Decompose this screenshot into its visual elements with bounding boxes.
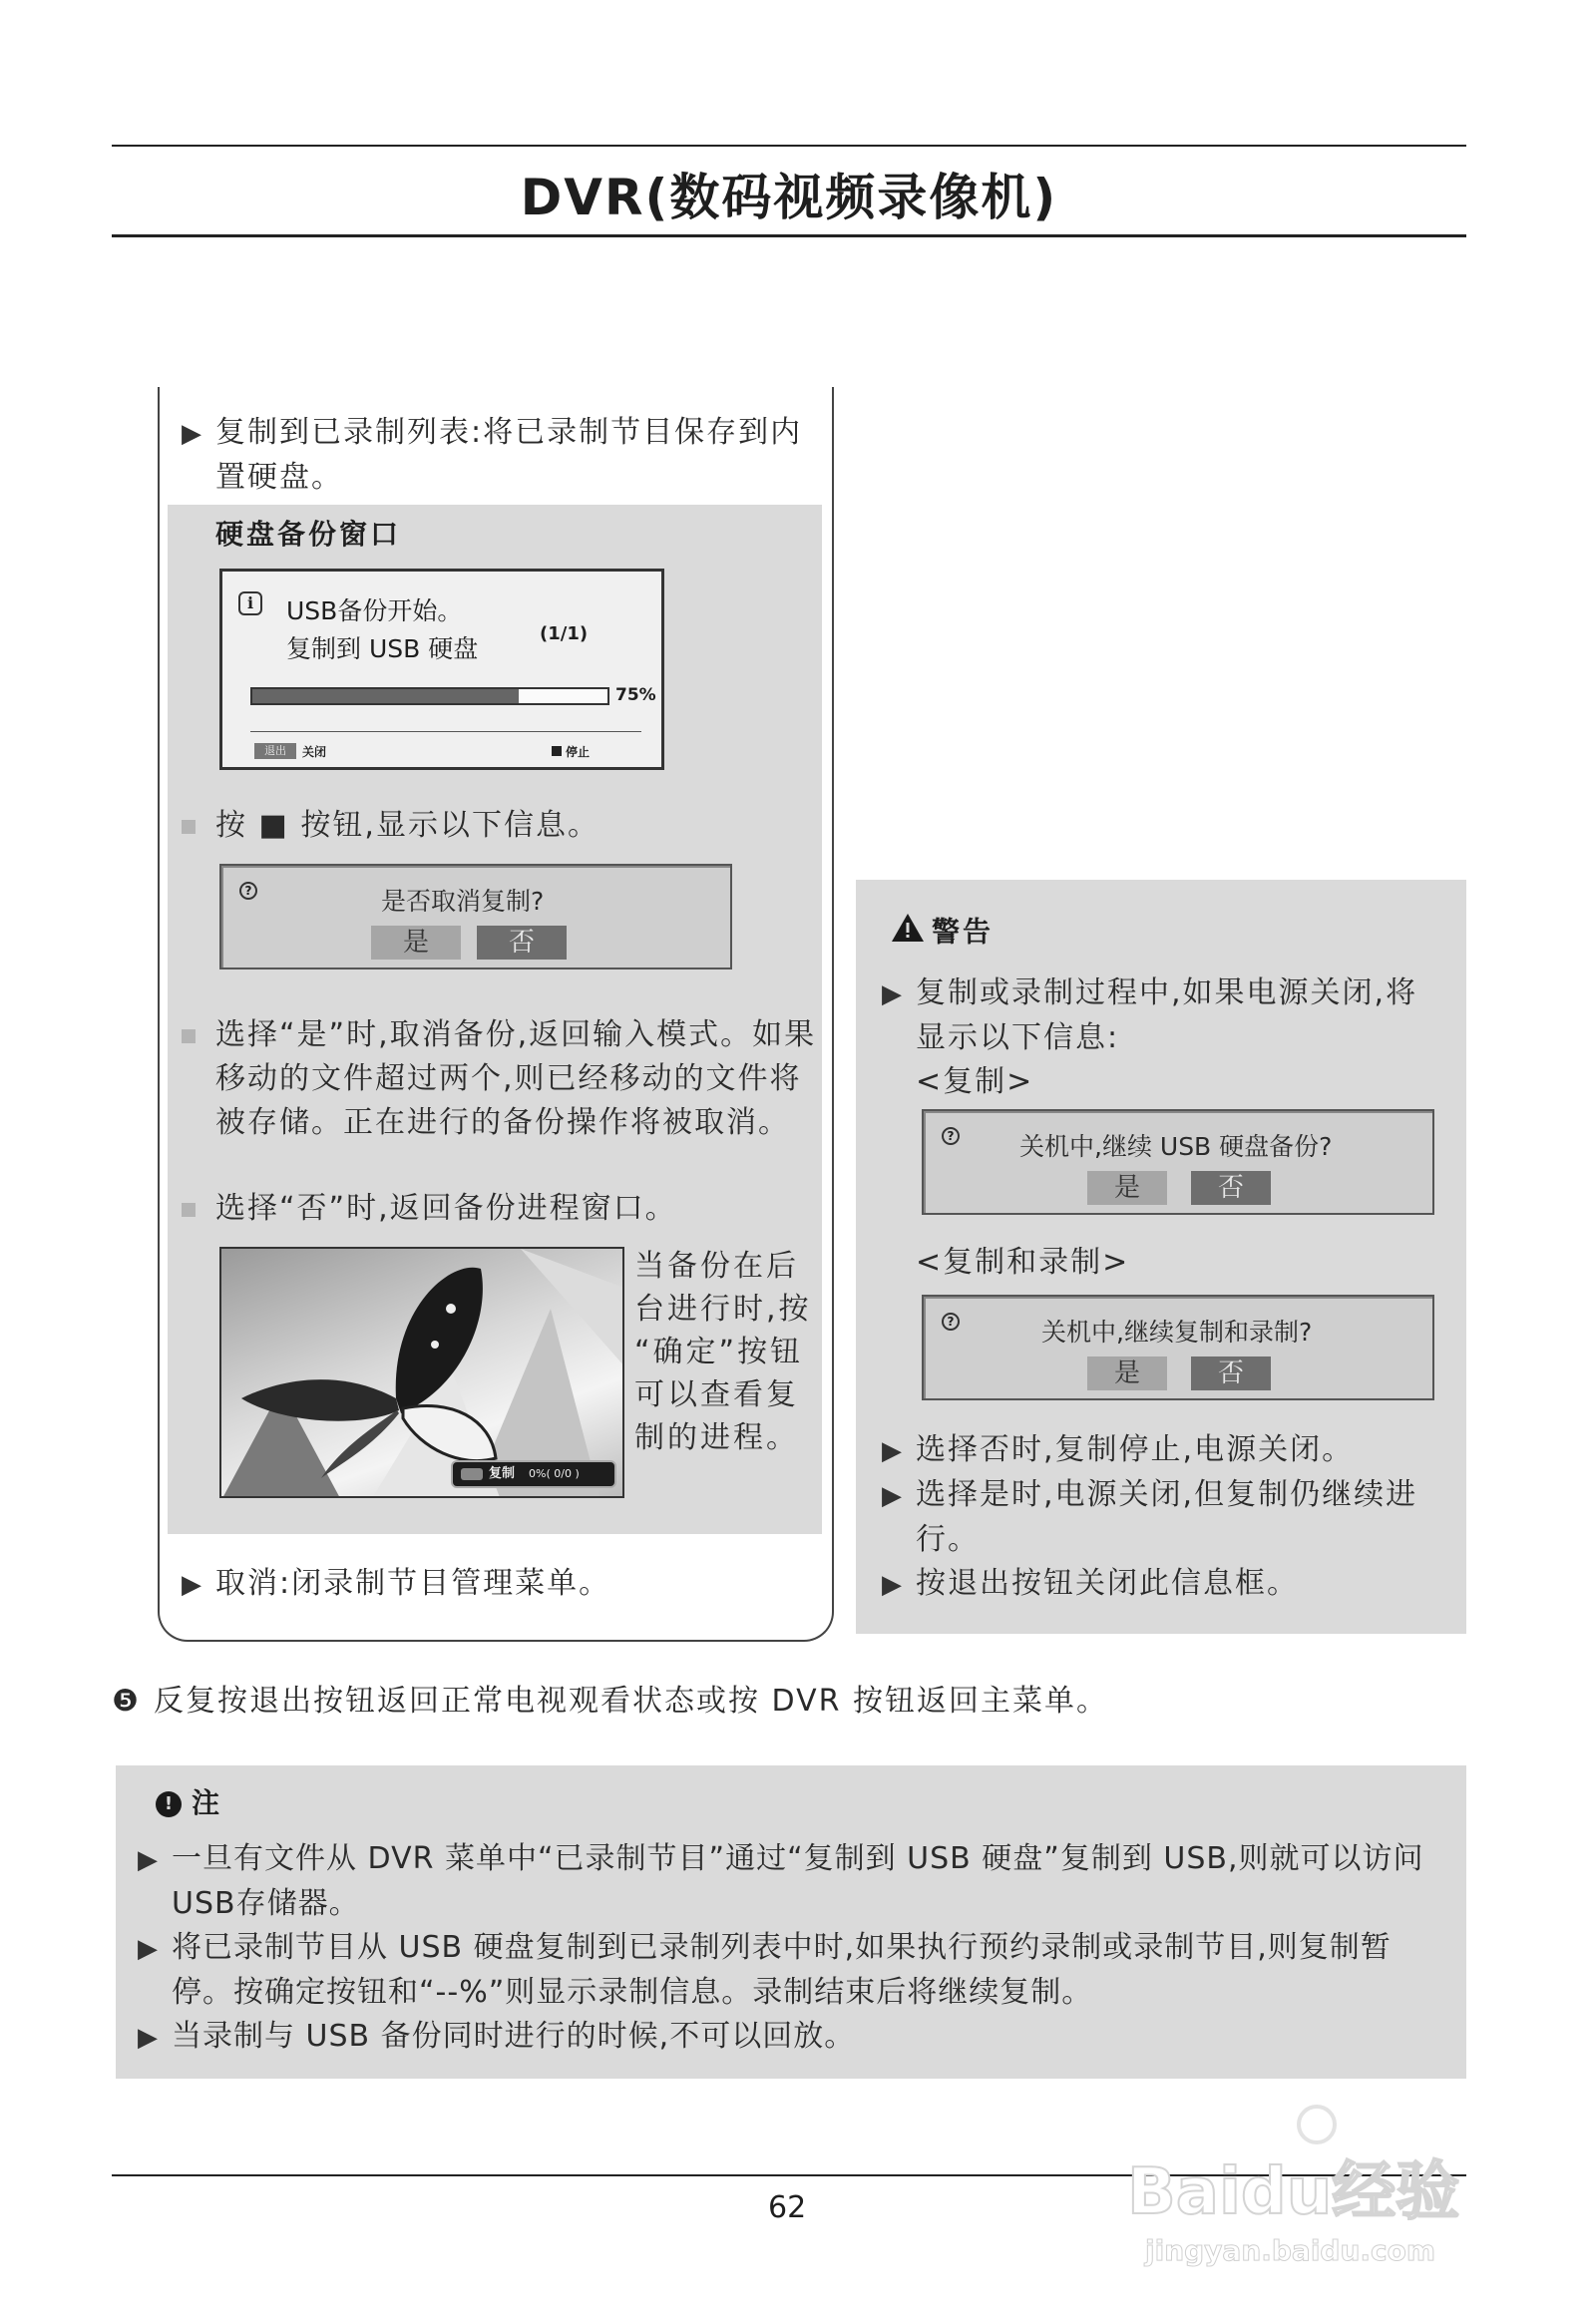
stop-label: 停止 bbox=[566, 745, 591, 759]
select-yes-item: 选择“是”时,取消备份,返回输入模式。如果 移动的文件超过两个,则已经移动的文件将 被存储。正在进行的备份操作将被取消。 bbox=[182, 1013, 820, 1145]
arrow-icon: ▶ bbox=[882, 1436, 904, 1466]
backup-progress-percent: 75% bbox=[615, 685, 656, 705]
press-stop-item: 按 ■ 按钮,显示以下信息。 bbox=[182, 804, 599, 848]
select-no-item: 选择“否”时,返回备份进程窗口。 bbox=[182, 1187, 677, 1231]
backup-progress-fill bbox=[252, 689, 519, 703]
warning-triangle-icon bbox=[890, 912, 926, 955]
shutdown-backup-dialog bbox=[922, 1109, 1434, 1215]
copy-to-list-item: ▶ 复制到已录制列表:将已录制节目保存到内 置硬盘。 bbox=[182, 411, 820, 500]
warning-header: 警告 bbox=[890, 912, 994, 955]
no-button[interactable]: 否 bbox=[1191, 1356, 1271, 1390]
backup-start-text: USB备份开始。 bbox=[286, 596, 463, 625]
header-top-rule bbox=[112, 145, 1466, 147]
copy-status-osd: 复制 0%( 0/0 ) bbox=[451, 1460, 616, 1488]
arrow-icon: ▶ bbox=[138, 1934, 159, 1964]
arrow-icon: ▶ bbox=[882, 1481, 904, 1511]
copy-to-usb-text: 复制到 USB 硬盘 bbox=[286, 634, 479, 663]
arrow-icon: ▶ bbox=[138, 2023, 159, 2053]
note-header: ! 注 bbox=[156, 1783, 219, 1823]
warning-bullets: ▶ 选择否时,复制停止,电源关闭。 ▶ 选择是时,电源关闭,但复制仍继续进 行。 ▶ 按退出按钮关闭此信息框。 bbox=[882, 1428, 1450, 1607]
paw-icon bbox=[1297, 2105, 1337, 2144]
square-bullet-icon bbox=[182, 1029, 196, 1043]
backup-counter: (1/1) bbox=[540, 623, 589, 644]
backup-progress-bar bbox=[250, 687, 609, 705]
exclamation-icon: ! bbox=[156, 1791, 182, 1817]
watermark-url: jingyan.baidu.com bbox=[1145, 2234, 1436, 2267]
close-label: 关闭 bbox=[302, 745, 327, 759]
exit-key-badge[interactable]: 退出 bbox=[254, 743, 296, 759]
arrow-icon: ▶ bbox=[182, 1570, 203, 1600]
arrow-icon: ▶ bbox=[882, 979, 904, 1009]
warning-intro: ▶ 复制或录制过程中,如果电源关闭,将 显示以下信息: <复制> bbox=[882, 971, 1450, 1104]
watermark-logo bbox=[1127, 2105, 1506, 2254]
cancel-item: ▶ 取消:闭录制节目管理菜单。 bbox=[182, 1562, 610, 1607]
background-progress-note: 当备份在后 台进行时,按 “确定”按钮 可以查看复 制的进程。 bbox=[634, 1249, 812, 1455]
shutdown-copy-record-dialog bbox=[922, 1295, 1434, 1400]
copy-record-heading: <复制和录制> bbox=[916, 1245, 1130, 1280]
square-bullet-icon bbox=[182, 1203, 196, 1217]
arrow-icon: ▶ bbox=[138, 1845, 159, 1875]
dialog-divider bbox=[250, 731, 641, 732]
info-icon: i bbox=[238, 591, 262, 615]
backup-dialog bbox=[219, 569, 664, 770]
square-bullet-icon bbox=[182, 820, 196, 834]
question-icon: ? bbox=[942, 1313, 960, 1331]
step-number-badge: ❺ bbox=[112, 1684, 141, 1719]
note-items: ▶ 一旦有文件从 DVR 菜单中“已录制节目”通过“复制到 USB 硬盘”复制到 USB,则就可以访问 USB存储器。 ▶ 将已录制节目从 USB 硬盘复制到已录制列表中时,如果执行预约录制或录制节目,则复制暂 停。按确定按钮和“--%”则显示录制信息。录制结束后将继续复制。 ▶ 当录制与 USB 备份同时进行的时候,不可以回放。 bbox=[138, 1837, 1454, 2060]
butterfly-image bbox=[219, 1247, 624, 1498]
copy-heading: <复制> bbox=[916, 1064, 1034, 1099]
no-button[interactable]: 否 bbox=[477, 926, 567, 960]
yes-button[interactable]: 是 bbox=[371, 926, 461, 960]
no-button[interactable]: 否 bbox=[1191, 1171, 1271, 1205]
backup-window-label: 硬盘备份窗口 bbox=[215, 518, 402, 551]
question-icon: ? bbox=[239, 882, 257, 900]
step-5: ❺ 反复按退出按钮返回正常电视观看状态或按 DVR 按钮返回主菜单。 bbox=[112, 1680, 1108, 1724]
yes-button[interactable]: 是 bbox=[1087, 1356, 1167, 1390]
arrow-icon: ▶ bbox=[882, 1570, 904, 1600]
yes-button[interactable]: 是 bbox=[1087, 1171, 1167, 1205]
question-icon: ? bbox=[942, 1127, 960, 1145]
watermark-brand: Baidu经验 bbox=[1127, 2155, 1460, 2229]
arrow-icon: ▶ bbox=[182, 419, 203, 449]
shutdown-backup-question: 关机中,继续 USB 硬盘备份? bbox=[1019, 1132, 1333, 1161]
cancel-copy-dialog bbox=[219, 864, 732, 969]
page-number: 62 bbox=[768, 2190, 807, 2225]
header-bottom-rule bbox=[112, 234, 1466, 237]
cancel-copy-question: 是否取消复制? bbox=[381, 887, 545, 916]
stop-icon bbox=[552, 746, 562, 756]
shutdown-copy-record-question: 关机中,继续复制和录制? bbox=[1041, 1318, 1313, 1347]
page-title: DVR(数码视频录像机) bbox=[520, 169, 1058, 226]
record-icon bbox=[461, 1468, 483, 1480]
